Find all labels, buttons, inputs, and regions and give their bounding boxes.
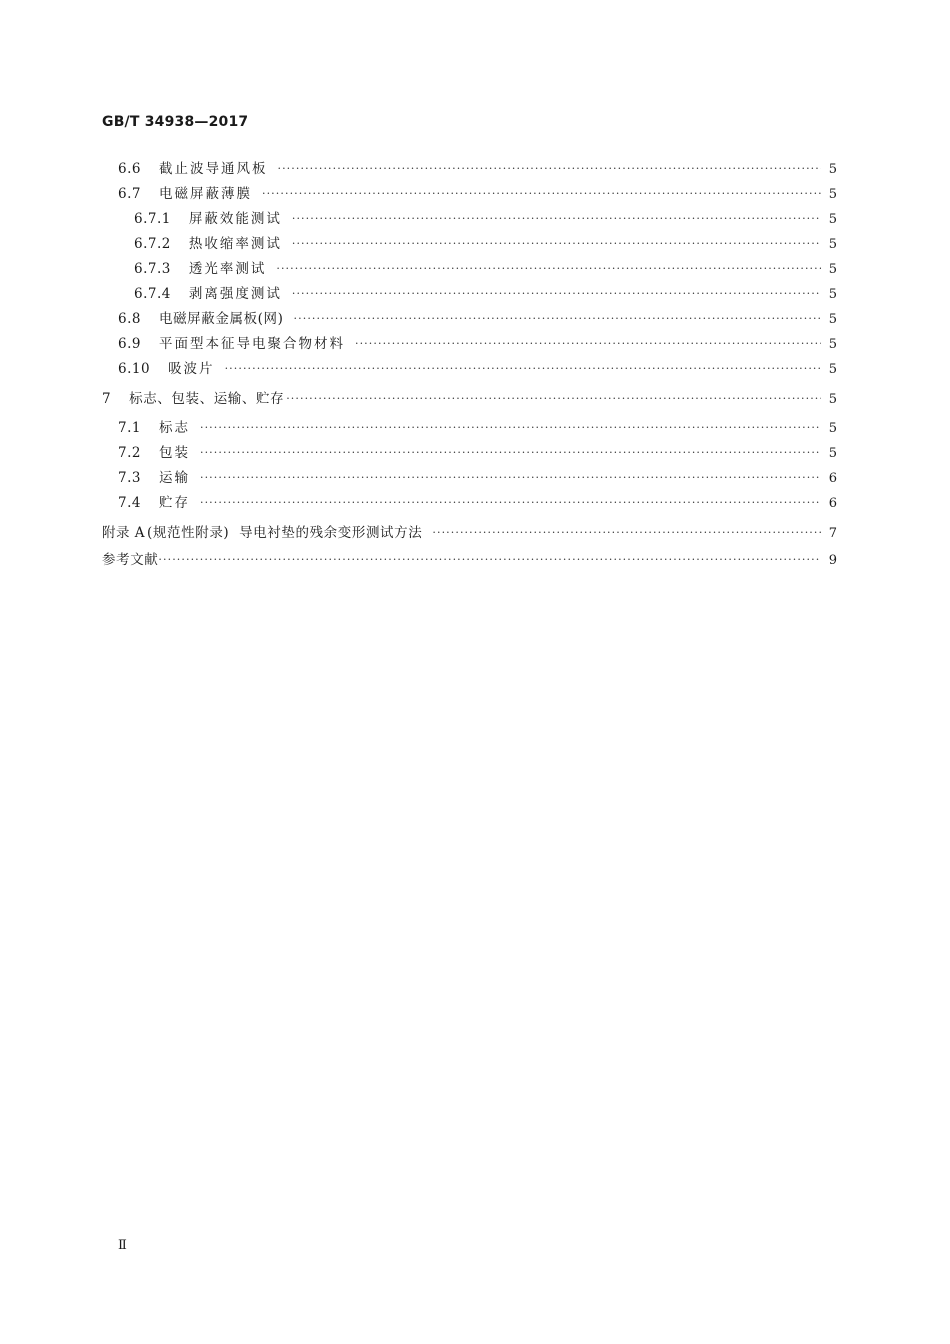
toc-number: 6.6	[118, 161, 141, 177]
toc-title: 包装	[158, 445, 190, 461]
toc-title: 透光率测试	[188, 261, 267, 277]
dot-leader	[200, 471, 821, 484]
dot-leader	[292, 287, 821, 300]
toc-page-number: 9	[828, 553, 837, 568]
dot-leader	[292, 237, 821, 250]
dot-leader	[200, 421, 821, 434]
toc-page-number: 5	[828, 237, 837, 252]
dot-leader	[277, 162, 821, 175]
toc-page-number: 5	[828, 362, 837, 377]
toc-entry-6-10[interactable]	[118, 357, 837, 377]
toc-title: 贮存	[158, 495, 190, 511]
toc-title: 电磁屏蔽薄膜	[158, 186, 252, 202]
toc-page-number: 5	[828, 262, 837, 277]
toc-entry-references[interactable]	[102, 548, 837, 568]
toc-number: 7.2	[118, 445, 141, 461]
dot-leader	[432, 526, 821, 539]
toc-number: 7.4	[118, 495, 141, 511]
dot-leader	[200, 446, 821, 459]
toc-page-number: 5	[828, 446, 837, 461]
toc-title: 运输	[158, 470, 190, 486]
toc-title: 标志	[158, 420, 190, 436]
toc-title: 热收缩率测试	[188, 236, 282, 252]
toc-title: 平面型本征导电聚合物材料	[158, 336, 345, 352]
toc-entry-6-7-4[interactable]	[134, 282, 837, 302]
toc-number: 6.7.2	[134, 236, 171, 252]
toc-number: 附录 A	[102, 525, 146, 541]
toc-title: 吸波片	[168, 361, 215, 377]
toc-number: 6.9	[118, 336, 141, 352]
dot-leader	[158, 553, 821, 566]
toc-title: 标志、包装、运输、贮存	[129, 391, 285, 407]
toc-number: 6.10	[118, 361, 151, 377]
toc-page-number: 5	[828, 212, 837, 227]
toc-page-number: 5	[828, 421, 837, 436]
toc-entry-6-6[interactable]	[118, 157, 837, 177]
toc-page-number: 7	[828, 526, 837, 541]
toc-page-number: 5	[828, 187, 837, 202]
toc-title: (规范性附录) 导电衬垫的残余变形测试方法	[147, 525, 423, 541]
dot-leader	[200, 496, 821, 509]
dot-leader	[286, 392, 821, 405]
toc-page-number: 5	[828, 337, 837, 352]
toc-number: 6.7.4	[134, 286, 171, 302]
toc-entry-6-7-1[interactable]	[134, 207, 837, 227]
toc-number: 6.7	[118, 186, 141, 202]
dot-leader	[294, 312, 821, 325]
toc-entry-7-1[interactable]	[118, 416, 837, 436]
dot-leader	[262, 187, 821, 200]
toc-number: 6.7.1	[134, 211, 171, 227]
dot-leader	[276, 262, 821, 275]
table-of-contents	[0, 0, 950, 600]
toc-entry-6-9[interactable]	[118, 332, 837, 352]
toc-entry-6-7-2[interactable]	[134, 232, 837, 252]
toc-page-number: 5	[828, 287, 837, 302]
toc-entry-7-2[interactable]	[118, 441, 837, 461]
toc-page-number: 5	[828, 392, 837, 407]
standard-code: GB/T 34938—2017	[102, 114, 249, 130]
toc-title: 剥离强度测试	[188, 286, 282, 302]
toc-title: 截止波导通风板	[158, 161, 268, 177]
toc-number: 6.8	[118, 311, 141, 327]
toc-title: 电磁屏蔽金属板(网)	[158, 311, 284, 327]
toc-entry-6-7-3[interactable]	[134, 257, 837, 277]
toc-title: 参考文献	[102, 552, 159, 568]
page-folio: Ⅱ	[118, 1238, 127, 1253]
toc-number: 7.3	[118, 470, 141, 486]
dot-leader	[355, 337, 821, 350]
toc-entry-7-4[interactable]	[118, 491, 837, 511]
toc-number: 7	[102, 391, 112, 407]
toc-page-number: 6	[828, 496, 837, 511]
toc-entry-appendix-a[interactable]	[102, 521, 837, 541]
dot-leader	[225, 362, 821, 375]
toc-page-number: 5	[828, 162, 837, 177]
toc-title: 屏蔽效能测试	[188, 211, 282, 227]
toc-number: 6.7.3	[134, 261, 171, 277]
toc-entry-7[interactable]	[102, 387, 837, 407]
toc-entry-7-3[interactable]	[118, 466, 837, 486]
toc-number: 7.1	[118, 420, 141, 436]
toc-page-number: 5	[828, 312, 837, 327]
toc-entry-6-8[interactable]	[118, 307, 837, 327]
toc-entry-6-7[interactable]	[118, 182, 837, 202]
toc-page-number: 6	[828, 471, 837, 486]
dot-leader	[292, 212, 821, 225]
